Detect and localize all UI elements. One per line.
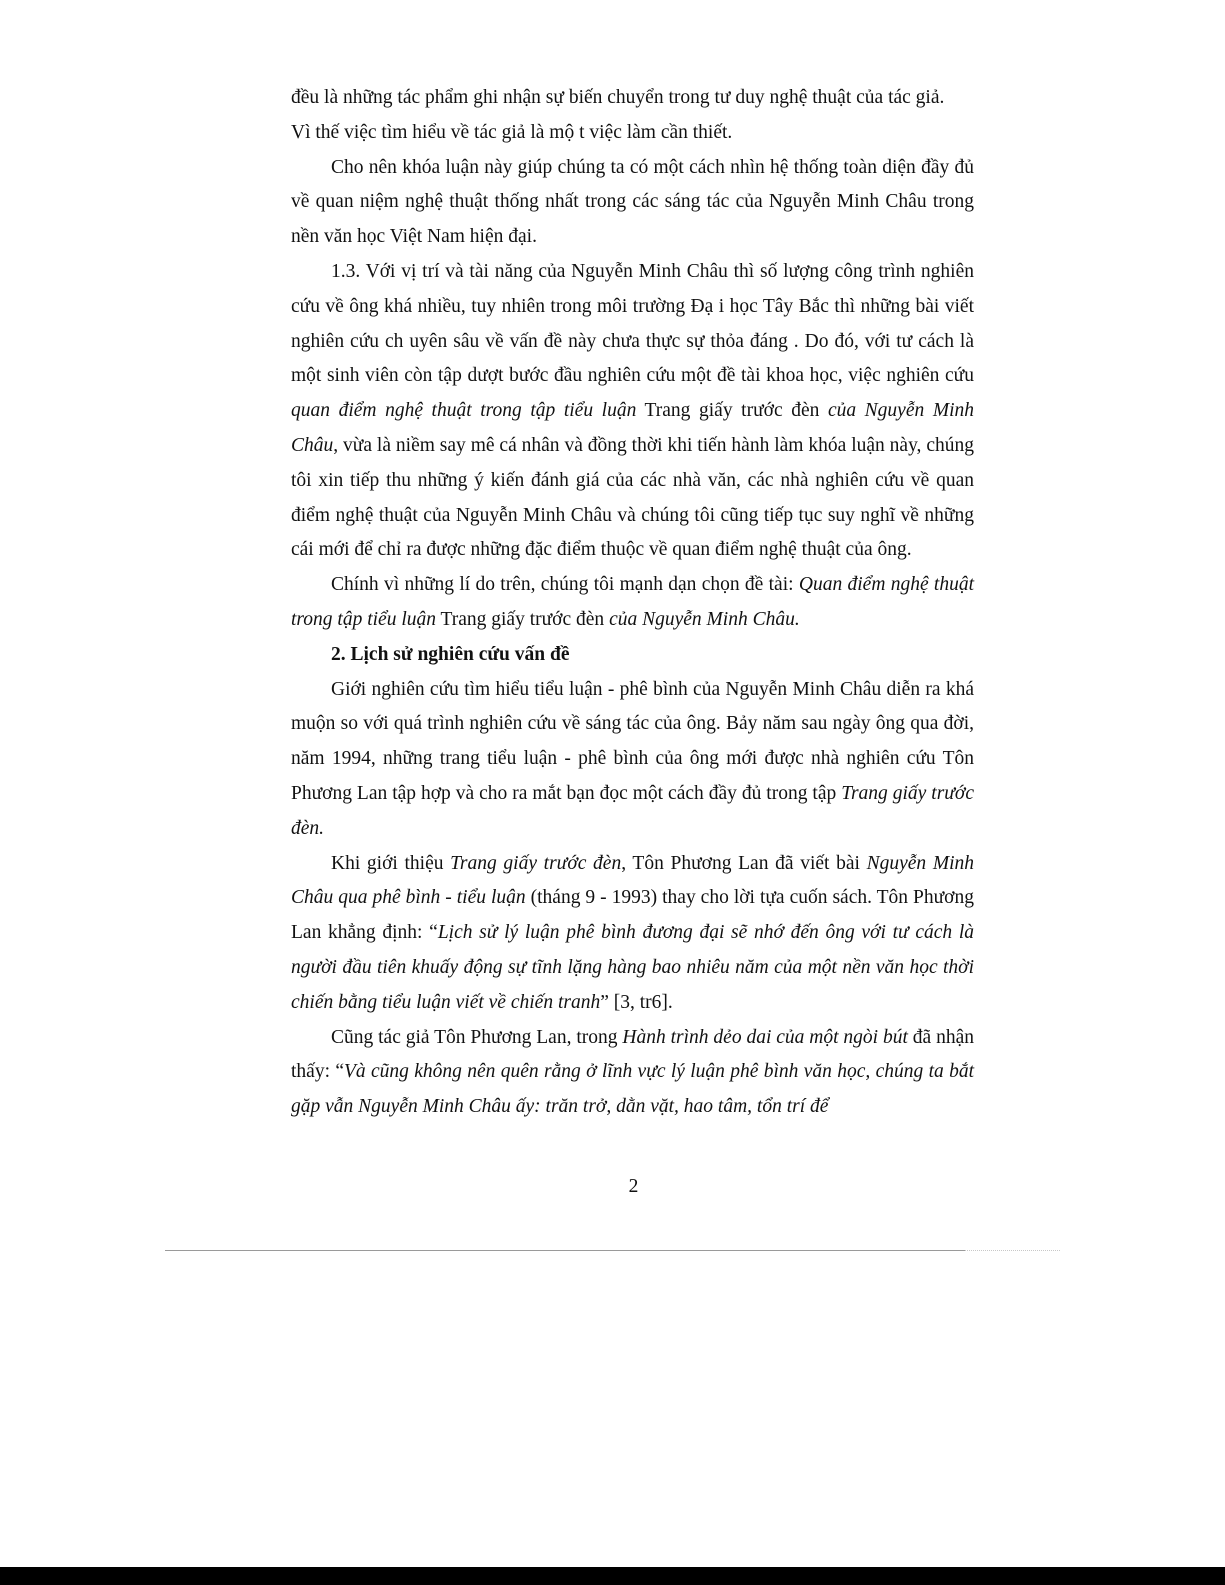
paragraph-4-italic-2: của Nguyễn Minh Châu. <box>609 608 800 630</box>
paragraph-4-text-b: Trang giấy trước đèn <box>435 608 610 630</box>
paragraph-7-text-a: Cũng tác giả Tôn Phương Lan, trong <box>331 1026 623 1048</box>
paragraph-6-italic-2: Nguyễn Minh Châu qua phê bình - tiểu luận <box>291 852 975 909</box>
paragraph-2: Cho nên khóa luận này giúp chúng ta có một cách nhìn hệ thống toàn diện đầy đủ về quan niệm nghệ thuật thống nhất trong các sáng tác của Nguyễn Minh Châu trong nền văn học Việt Nam hiện đại. <box>291 156 974 248</box>
paragraph-1-line-1: đều là những tác phẩm ghi nhận sự biến chuyển trong tư duy nghệ thuật của tác giả. <box>291 87 945 108</box>
paragraph-7-italic-1: Hành trình dẻo dai của một ngòi bút <box>622 1026 908 1048</box>
page-bottom-rule <box>165 1250 965 1251</box>
paragraph-3-italic-2: của Nguyễn Minh Châu <box>291 400 974 456</box>
paragraph-7 <box>291 1021 974 1125</box>
paragraph-3-italic-1: quan điểm nghệ thuật trong tập tiểu luận <box>291 400 637 422</box>
paragraph-3-text-b: Trang giấy trước đèn <box>636 400 828 422</box>
paragraph-1 <box>291 81 974 151</box>
paragraph-7-italic-2: Và cũng không nên quên rằng ở lĩnh vực lý luận phê bình văn học, chúng ta bắt gặp vẫn Nguyễn Minh Châu ấy: trăn trở, dằn vặt, hao tâm, tổn trí để <box>291 1061 974 1118</box>
paragraph-7-text-b: đã nhận thấy: “ <box>291 1026 974 1083</box>
paragraph-6-text-b: , Tôn Phương Lan đã viết bài <box>621 852 867 874</box>
paragraph-5 <box>291 673 974 847</box>
paragraph-3-text-a: 1.3. Với vị trí và tài năng của Nguyễn Minh Châu thì số lượng công trình nghiên cứu về ông khá nhiều, tuy nhiên trong môi trường Đạ i học Tây Bắc thì những bài viết nghiên cứu ch uyên sâu về vấn đề này chưa thực sự thỏa đáng . Do đó, với tư cách là một sinh viên còn tập dượt bước đầu nghiên cứu một đề tài khoa học, việc nghiên cứu <box>291 260 974 387</box>
paragraph-6-text-a: Khi giới thiệu <box>331 852 451 874</box>
paragraph-4 <box>291 568 974 638</box>
section-heading: 2. Lịch sử nghiên cứu vấn đề <box>331 643 570 665</box>
paragraph-5-text-a: Giới nghiên cứu tìm hiểu tiểu luận - phê bình của Nguyễn Minh Châu diễn ra khá muộn so với quá trình nghiên cứu về sáng tác của ông. Bảy năm sau ngày ông qua đời, năm 1994, những trang tiểu luận - phê bình của ông mới được nhà nghiên cứu Tôn Phương Lan tập hợp và cho ra mắt bạn đọc một cách đầy đủ trong tập <box>291 678 974 804</box>
paragraph-6-text-d: ” [3, tr6]. <box>600 991 673 1013</box>
paragraph-6-italic-3: Lịch sử lý luận phê bình đương đại sẽ nhớ đến ông với tư cách là người đầu tiên khuấy động sự tĩnh lặng hàng bao nhiêu năm của một nền văn học thời chiến bằng tiểu luận viết về chiến tranh <box>291 922 974 1013</box>
paragraph-3-text-c: , vừa là niềm say mê cá nhân và đồng thời khi tiến hành làm khóa luận này, chúng tôi xin tiếp thu những ý kiến đánh giá của các nhà văn, các nhà nghiên cứu về quan điểm nghệ thuật của Nguyễn Minh Châu và chúng tôi cũng tiếp tục suy nghĩ về những cái mới để chỉ ra được những đặc điểm thuộc về quan điểm nghệ thuật của ông. <box>291 434 974 561</box>
paragraph-6-italic-1: Trang giấy trước đèn <box>450 852 622 874</box>
bottom-black-bar <box>0 1567 1225 1585</box>
paragraph-1-line-2: Vì thế việc tìm hiểu về tác giả là mộ t việc làm cần thiết. <box>291 121 733 143</box>
page-number: 2 <box>628 1176 639 1197</box>
paragraph-4-text-a: Chính vì những lí do trên, chúng tôi mạnh dạn chọn đề tài: <box>331 574 799 596</box>
page-bottom-rule-tail <box>965 1250 1060 1251</box>
paragraph-3 <box>291 255 974 568</box>
paragraph-6-text-c: (tháng 9 - 1993) thay cho lời tựa cuốn sách. Tôn Phương Lan khẳng định: “ <box>291 887 974 944</box>
paragraph-6 <box>291 847 974 1021</box>
paragraph-4-italic-1: Quan điểm nghệ thuật trong tập tiểu luận <box>291 574 975 630</box>
paragraph-5-italic-1: Trang giấy trước đèn. <box>291 782 974 839</box>
document-body <box>291 81 974 1125</box>
